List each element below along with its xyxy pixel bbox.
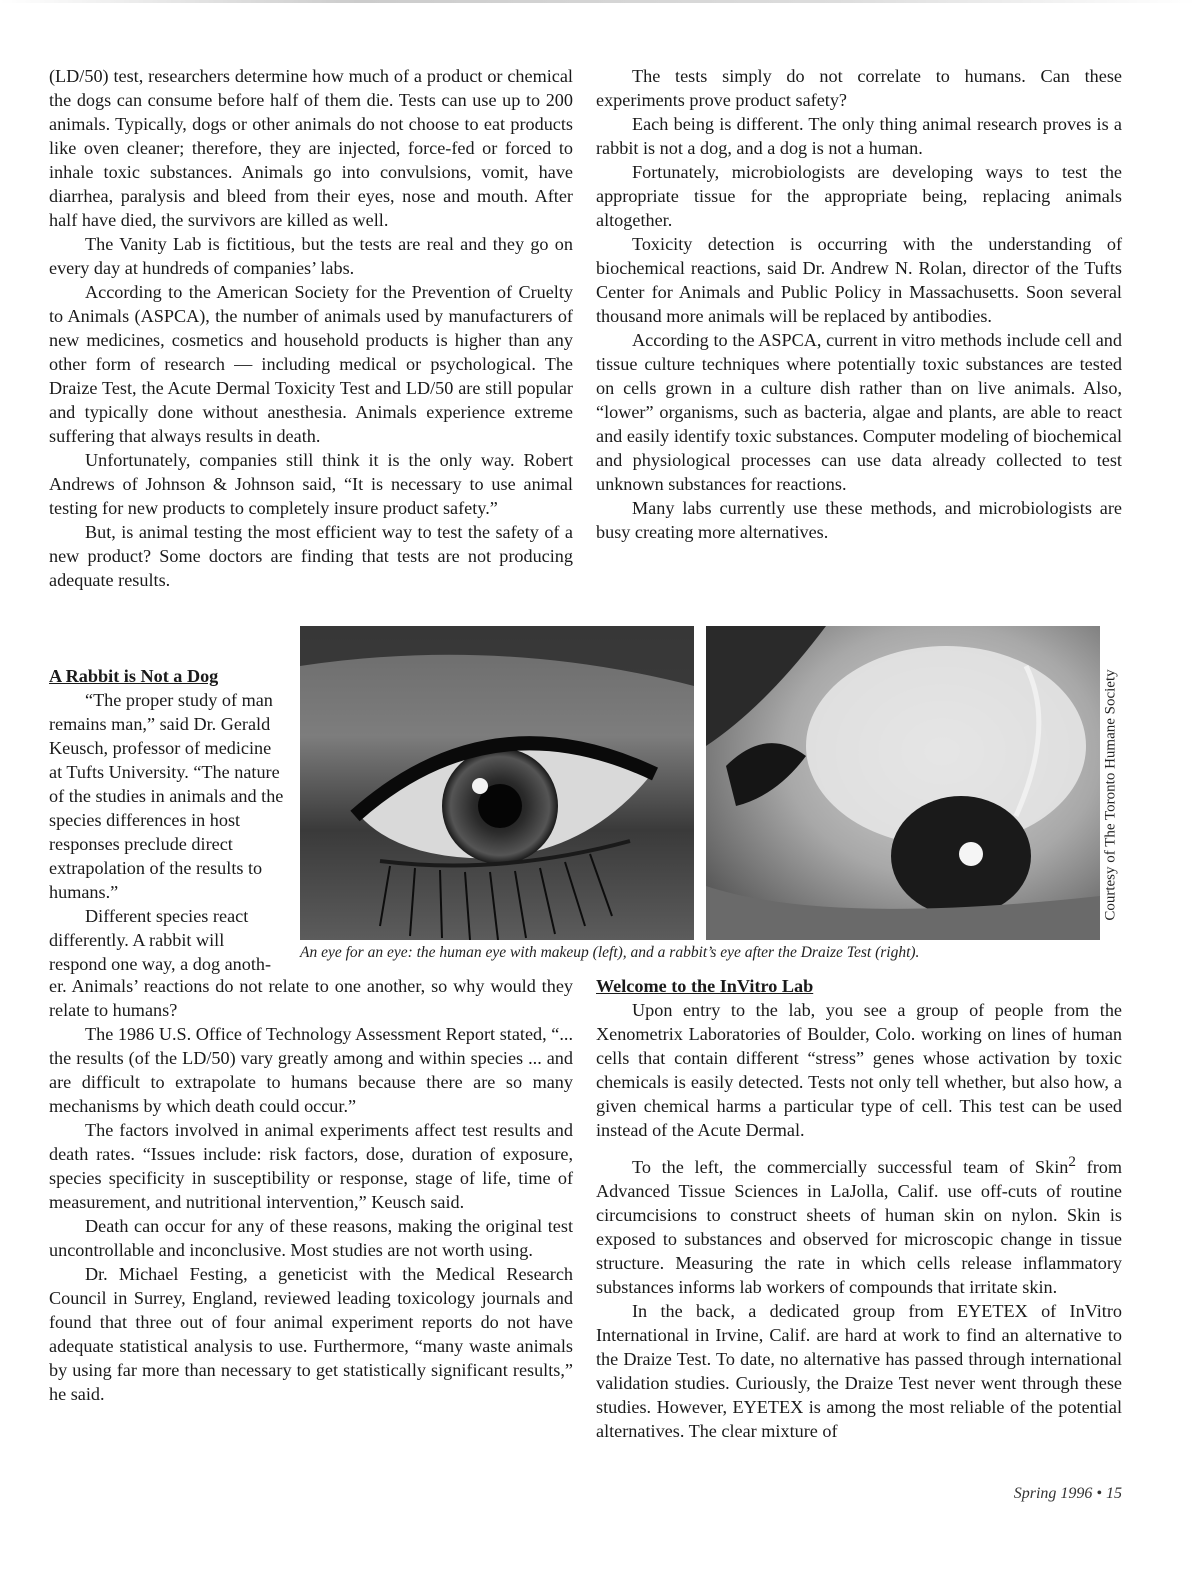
right-column-bottom bbox=[596, 974, 1122, 1443]
paragraph: Fortunately, microbiologists are developing ways to test the appropriate tissue for the appropriate being, replacing animals altogether. bbox=[596, 162, 1122, 230]
page-top-edge bbox=[0, 0, 1196, 3]
section-heading-invitro: Welcome to the InVitro Lab bbox=[596, 976, 814, 996]
skin-text-start: To the left, the commercially successful team of Skin bbox=[632, 1157, 1069, 1178]
paragraph: Dr. Michael Festing, a geneticist with the Medical Research Council in Surrey, England, reviewed leading toxicology journals and found that three out of four animal experiment reports do not have adequate statistical analysis to use. Furthermore, “many waste animals by using far more than necessary to get statistically significant results,” he said. bbox=[49, 1264, 573, 1404]
paragraph: Death can occur for any of these reasons, making the original test uncontrollable and inconclusive. Most studies are not worth using. bbox=[49, 1216, 573, 1260]
paragraph: Upon entry to the lab, you see a group of people from the Xenometrix Laboratories of Boulder, Colo. working on lines of human cells that contain different “stress” genes whose activation by toxic chemicals is easily detected. Tests not only tell whether, but also how, a given chemical harms a particular type of cell. This test can be used instead of the Acute Dermal. bbox=[596, 1000, 1122, 1140]
paragraph: Each being is different. The only thing animal research proves is a rabbit is not a dog, and a dog is not a human. bbox=[596, 114, 1122, 158]
skin-text-end: from Advanced Tissue Sciences in LaJolla, Calif. use off-cuts of routine circumcisions to construct sheets of human skin on nylon. Skin is exposed to substances and observed for microscopic change in tissue structure. Measuring the rate in which cells release inflammatory substances informs lab workers of compounds that irritate skin. bbox=[596, 1157, 1122, 1298]
photo-caption: An eye for an eye: the human eye with makeup (left), and a rabbit’s eye after the Draize Test (right). bbox=[300, 944, 920, 961]
page-footer: Spring 1996 • 15 bbox=[1013, 1485, 1122, 1502]
human-eye-photo bbox=[300, 626, 694, 940]
photo-credit bbox=[1100, 660, 1122, 930]
skin-paragraph bbox=[596, 1150, 1122, 1299]
paragraph: “The proper study of man remains man,” said Dr. Gerald Keusch, professor of medicine at Tufts University. “The nature of the studies in animals and the species differences in host responses preclude direct extrapolation of the results to humans.” bbox=[49, 690, 284, 902]
paragraph: Unfortunately, companies still think it is the only way. Robert Andrews of Johnson & Johnson said, “It is necessary to use animal testing for new products to completely insure product safety.” bbox=[49, 450, 573, 518]
rabbit-eye-photo bbox=[706, 626, 1100, 940]
paragraph: According to the ASPCA, current in vitro methods include cell and tissue culture techniques where potentially toxic substances are tested on cells grown in a culture dish rather than on live animals. Also, “lower” organisms, such as bacteria, algae and plants, are able to react and easily identify toxic substances. Computer modeling of biochemical and physiological processes can use data already collected to test unknown substances for reactions. bbox=[596, 330, 1122, 494]
paragraph: In the back, a dedicated group from EYETEX of InVitro International in Irvine, Calif. are hard at work to find an alternative to the Draize Test. To date, no alternative has passed through international validation studies. Curiously, the Draize Test never went through these studies. However, EYETEX is among the most reliable of the potential alternatives. The clear mixture of bbox=[596, 1301, 1122, 1442]
paragraph: The Vanity Lab is fictitious, but the tests are real and they go on every day at hundreds of companies’ labs. bbox=[49, 234, 573, 278]
rabbit-eye-image bbox=[706, 626, 1100, 940]
skin-superscript: 2 bbox=[1068, 1153, 1076, 1170]
section-heading-rabbit: A Rabbit is Not a Dog bbox=[49, 666, 219, 686]
paragraph: (LD/50) test, researchers determine how much of a product or chemical the dogs can consume before half of them die. Tests can use up to 200 animals. Typically, dogs or other animals do not choose to eat products like oven cleaner; therefore, they are injected, force-fed or forced to inhale toxic substances. Animals go into convulsions, vomit, have diarrhea, paralysis and bleed from their eyes, nose and mouth. After half have died, the survivors are killed as well. bbox=[49, 66, 573, 230]
paragraph: er. Animals’ reactions do not relate to one another, so why would they relate to humans? bbox=[49, 976, 573, 1020]
left-column-bottom bbox=[49, 974, 573, 1406]
paragraph: Many labs currently use these methods, and microbiologists are busy creating more alternatives. bbox=[596, 498, 1122, 542]
photo-credit-text: Courtesy of The Toronto Humane Society bbox=[1102, 669, 1119, 921]
paragraph: The factors involved in animal experiments affect test results and death rates. “Issues include: risk factors, dose, duration of exposure, species specificity in susceptibility or response, stage of life, time of measurement, and nutritional intervention,” Keusch said. bbox=[49, 1120, 573, 1212]
right-column-top bbox=[596, 64, 1122, 544]
human-eye-image bbox=[300, 626, 694, 940]
left-column-narrow bbox=[49, 664, 285, 976]
paragraph: According to the American Society for the Prevention of Cruelty to Animals (ASPCA), the number of animals used by manufacturers of new medicines, cosmetics and household products is higher than any other form of research — including medical or psychological. The Draize Test, the Acute Dermal Toxicity Test and LD/50 are still popular and typically done without anesthesia. Animals experience extreme suffering that always results in death. bbox=[49, 282, 573, 446]
paragraph: Different species react differently. A rabbit will respond one way, a dog anoth- bbox=[49, 906, 272, 974]
paragraph: The tests simply do not correlate to humans. Can these experiments prove product safety? bbox=[596, 66, 1122, 110]
paragraph: The 1986 U.S. Office of Technology Assessment Report stated, “... the results (of the LD/50) vary greatly among and within species ... and are difficult to extrapolate to humans because there are so many mechanisms by which death could occur.” bbox=[49, 1024, 573, 1116]
paragraph: But, is animal testing the most efficient way to test the safety of a new product? Some doctors are finding that tests are not producing adequate results. bbox=[49, 522, 573, 590]
paragraph: Toxicity detection is occurring with the understanding of biochemical reactions, said Dr. Andrew N. Rolan, director of the Tufts Center for Animals and Public Policy in Massachusetts. Soon several thousand more animals will be replaced by antibodies. bbox=[596, 234, 1122, 326]
left-column-top bbox=[49, 64, 573, 592]
